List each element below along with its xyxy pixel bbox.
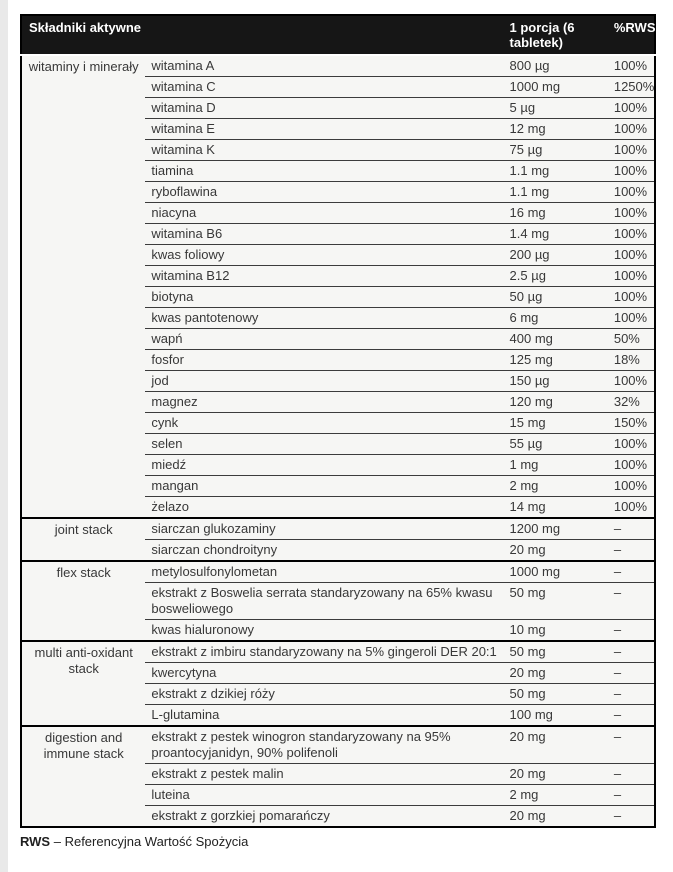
supplement-facts-section xyxy=(20,14,656,850)
rws-value-cell: – xyxy=(608,785,655,806)
rws-value-cell: 100% xyxy=(608,203,655,224)
ingredient-name-cell: siarczan glukozaminy xyxy=(151,521,276,536)
ingredient-group xyxy=(21,726,655,827)
rws-value-cell: – xyxy=(613,644,622,659)
ingredient-name-cell: witamina K xyxy=(145,140,503,161)
rws-value-cell: – xyxy=(613,729,622,744)
amount-cell: 1000 mg xyxy=(504,77,608,98)
rws-value-cell: – xyxy=(608,663,655,684)
ingredient-name-cell: kwas pantotenowy xyxy=(145,308,503,329)
table-row xyxy=(21,641,655,663)
ingredient-name-cell: jod xyxy=(145,371,503,392)
ingredient-name-cell: ryboflawina xyxy=(145,182,503,203)
amount-cell: 1.1 mg xyxy=(504,182,608,203)
ingredient-name-cell: ekstrakt z gorzkiej pomarańczy xyxy=(145,806,503,828)
amount-cell: 2.5 µg xyxy=(504,266,608,287)
amount-cell: 55 µg xyxy=(504,434,608,455)
ingredient-name-cell: cynk xyxy=(145,413,503,434)
amount-cell: 120 mg xyxy=(504,392,608,413)
rws-value-cell: 100% xyxy=(608,287,655,308)
amount-cell: 1 mg xyxy=(504,455,608,476)
ingredient-name-cell: L-glutamina xyxy=(145,705,503,727)
rws-value-cell: 100% xyxy=(608,371,655,392)
rws-value-cell: 18% xyxy=(608,350,655,371)
amount-cell: 20 mg xyxy=(504,764,608,785)
amount-cell: 20 mg xyxy=(509,729,546,744)
rws-value-cell: 100% xyxy=(613,58,648,73)
ingredient-group xyxy=(21,518,655,561)
table-row xyxy=(21,55,655,77)
rws-value-cell: – xyxy=(608,764,655,785)
amount-cell: 6 mg xyxy=(504,308,608,329)
group-label-cell: digestion and immune stack xyxy=(43,730,124,761)
ingredient-name-cell: ekstrakt z imbiru standaryzowany na 5% gingeroli DER 20:1 xyxy=(151,644,497,659)
ingredient-name-cell: kwas hialuronowy xyxy=(145,620,503,642)
footnote-definition: – Referencyjna Wartość Spożycia xyxy=(53,834,249,849)
rws-value-cell: – xyxy=(608,806,655,828)
ingredient-name-cell: siarczan chondroityny xyxy=(145,540,503,562)
ingredient-name-cell: mangan xyxy=(145,476,503,497)
ingredient-name-cell: ekstrakt z pestek malin xyxy=(145,764,503,785)
rws-value-cell: – xyxy=(608,684,655,705)
amount-cell: 20 mg xyxy=(504,663,608,684)
ingredient-name-cell: niacyna xyxy=(145,203,503,224)
ingredient-group xyxy=(21,561,655,641)
table-row xyxy=(21,518,655,540)
ingredient-name-cell: tiamina xyxy=(145,161,503,182)
amount-cell: 100 mg xyxy=(504,705,608,727)
amount-cell: 15 mg xyxy=(504,413,608,434)
ingredient-name-cell: witamina E xyxy=(145,119,503,140)
rws-value-cell: 100% xyxy=(608,182,655,203)
amount-cell: 20 mg xyxy=(504,806,608,828)
rws-value-cell: – xyxy=(608,583,655,620)
rws-value-cell: – xyxy=(608,705,655,727)
amount-cell: 20 mg xyxy=(504,540,608,562)
header-rws-percent: %RWS xyxy=(608,15,655,55)
group-label-cell: flex stack xyxy=(56,565,111,580)
amount-cell: 2 mg xyxy=(504,785,608,806)
table-header xyxy=(21,15,655,55)
rws-value-cell: 100% xyxy=(608,308,655,329)
ingredient-name-cell: biotyna xyxy=(145,287,503,308)
table-row xyxy=(21,561,655,583)
group-label-cell: multi anti-oxidant stack xyxy=(34,645,133,676)
rws-value-cell: – xyxy=(608,540,655,562)
amount-cell: 5 µg xyxy=(504,98,608,119)
ingredient-name-cell: witamina A xyxy=(151,58,215,73)
rws-value-cell: 32% xyxy=(608,392,655,413)
ingredient-name-cell: wapń xyxy=(145,329,503,350)
amount-cell: 50 µg xyxy=(504,287,608,308)
ingredient-name-cell: witamina B12 xyxy=(145,266,503,287)
amount-cell: 14 mg xyxy=(504,497,608,519)
rws-value-cell: 50% xyxy=(608,329,655,350)
rws-value-cell: 100% xyxy=(608,266,655,287)
rws-value-cell: 1250% xyxy=(608,77,655,98)
amount-cell: 200 µg xyxy=(504,245,608,266)
ingredient-name-cell: selen xyxy=(145,434,503,455)
ingredient-name-cell: metylosulfonylometan xyxy=(151,564,278,579)
amount-cell: 400 mg xyxy=(504,329,608,350)
rws-value-cell: – xyxy=(613,564,622,579)
amount-cell: 12 mg xyxy=(504,119,608,140)
ingredient-name-cell: fosfor xyxy=(145,350,503,371)
rws-value-cell: 100% xyxy=(608,497,655,519)
group-label-cell: witaminy i minerały xyxy=(28,59,139,74)
amount-cell: 50 mg xyxy=(504,583,608,620)
amount-cell: 1200 mg xyxy=(509,521,561,536)
ingredient-name-cell: magnez xyxy=(145,392,503,413)
amount-cell: 50 mg xyxy=(509,644,546,659)
footnote-abbr: RWS xyxy=(20,834,51,849)
table-header-row xyxy=(21,15,655,55)
ingredient-group xyxy=(21,55,655,518)
rws-value-cell: 100% xyxy=(608,161,655,182)
amount-cell: 75 µg xyxy=(504,140,608,161)
ingredient-name-cell: kwas foliowy xyxy=(145,245,503,266)
rws-value-cell: 100% xyxy=(608,434,655,455)
ingredient-name-cell: luteina xyxy=(145,785,503,806)
header-serving-size: 1 porcja (6 tabletek) xyxy=(504,15,608,55)
amount-cell: 150 µg xyxy=(504,371,608,392)
page-left-edge xyxy=(0,0,8,872)
rws-value-cell: – xyxy=(608,620,655,642)
header-active-ingredients: Składniki aktywne xyxy=(21,15,504,55)
rws-value-cell: 150% xyxy=(608,413,655,434)
rws-value-cell: 100% xyxy=(608,455,655,476)
ingredient-group xyxy=(21,641,655,726)
amount-cell: 800 µg xyxy=(509,58,550,73)
amount-cell: 1000 mg xyxy=(509,564,561,579)
rws-value-cell: 100% xyxy=(608,476,655,497)
rws-value-cell: 100% xyxy=(608,140,655,161)
rws-value-cell: – xyxy=(613,521,622,536)
rws-value-cell: 100% xyxy=(608,224,655,245)
amount-cell: 1.4 mg xyxy=(504,224,608,245)
rws-value-cell: 100% xyxy=(608,245,655,266)
ingredient-name-cell: żelazo xyxy=(145,497,503,519)
amount-cell: 1.1 mg xyxy=(504,161,608,182)
rws-value-cell: 100% xyxy=(608,119,655,140)
amount-cell: 16 mg xyxy=(504,203,608,224)
table-row xyxy=(21,726,655,764)
amount-cell: 125 mg xyxy=(504,350,608,371)
amount-cell: 50 mg xyxy=(504,684,608,705)
ingredient-name-cell: ekstrakt z Boswelia serrata standaryzowany na 65% kwasu bosweliowego xyxy=(145,583,503,620)
ingredient-name-cell: kwercytyna xyxy=(145,663,503,684)
ingredient-name-cell: witamina C xyxy=(145,77,503,98)
amount-cell: 10 mg xyxy=(504,620,608,642)
rws-value-cell: 100% xyxy=(608,98,655,119)
group-label-cell: joint stack xyxy=(54,522,113,537)
ingredient-name-cell: witamina D xyxy=(145,98,503,119)
nutrition-table xyxy=(20,14,656,828)
ingredient-name-cell: witamina B6 xyxy=(145,224,503,245)
footnote xyxy=(20,834,656,850)
ingredient-name-cell: ekstrakt z pestek winogron standaryzowany na 95% proantocyjanidyn, 90% polifenoli xyxy=(151,729,451,760)
ingredient-name-cell: ekstrakt z dzikiej róży xyxy=(145,684,503,705)
amount-cell: 2 mg xyxy=(504,476,608,497)
ingredient-name-cell: miedź xyxy=(145,455,503,476)
